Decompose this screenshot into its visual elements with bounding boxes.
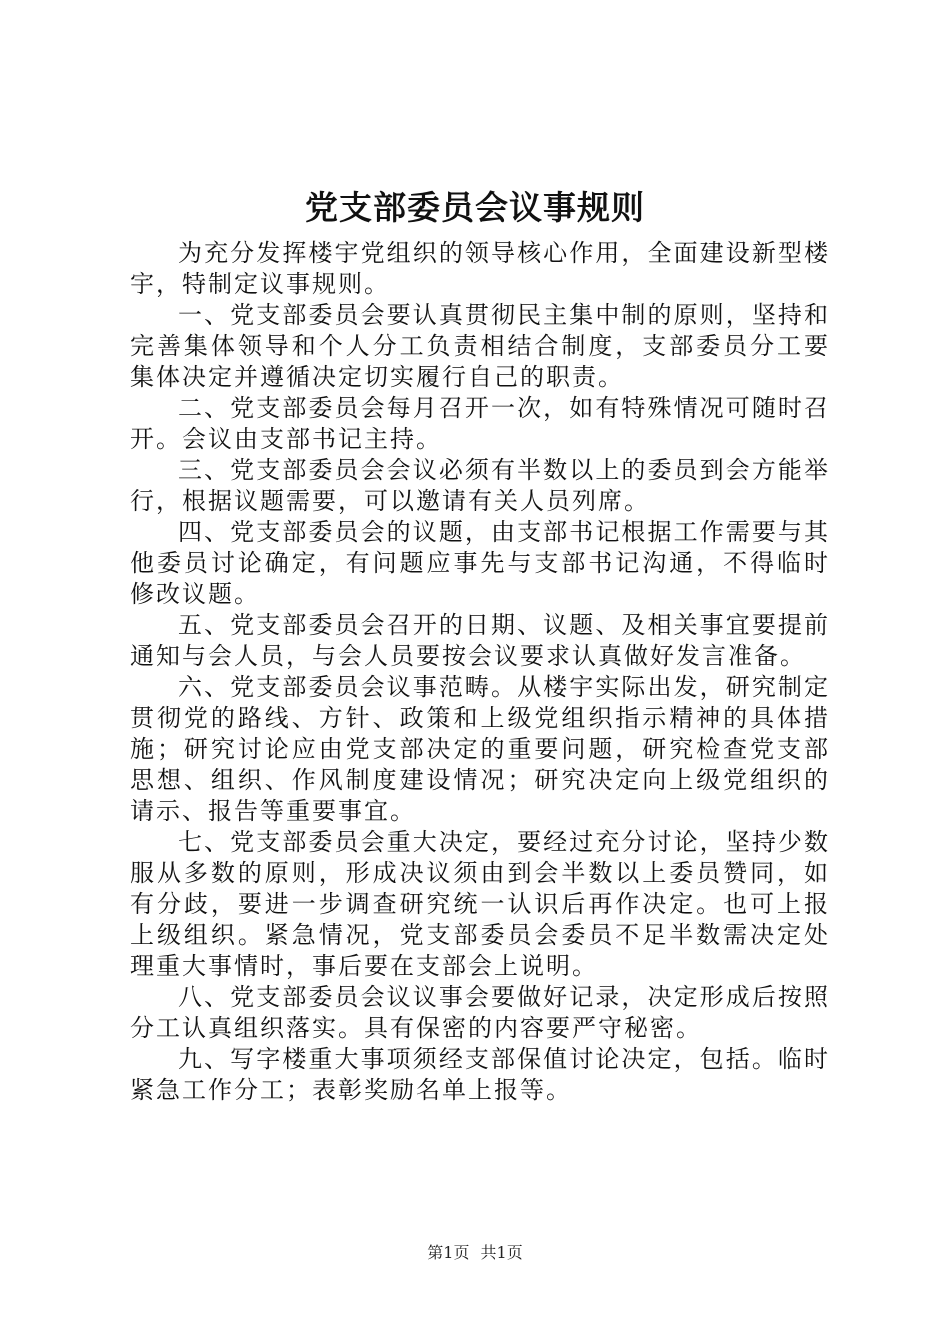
page-number: 第1页: [427, 1243, 470, 1262]
page-total: 共1页: [480, 1243, 523, 1262]
page-footer: [0, 1243, 950, 1263]
paragraph-rule-3: 三、党支部委员会会议必须有半数以上的委员到会方能举行，根据议题需要，可以邀请有关人员列席。: [130, 456, 830, 515]
paragraph-rule-1: 一、党支部委员会要认真贯彻民主集中制的原则，坚持和完善集体领导和个人分工负责相结合制度，支部委员分工要集体决定并遵循决定切实履行自己的职责。: [130, 301, 830, 391]
paragraph-rule-6: 六、党支部委员会议事范畴。从楼宇实际出发，研究制定贯彻党的路线、方针、政策和上级党组织指示精神的具体措施；研究讨论应由党支部决定的重要问题，研究检查党支部思想、组织、作风制度建设情况；研究决定向上级党组织的请示、报告等重要事宜。: [130, 673, 830, 825]
paragraph-intro: 为充分发挥楼宇党组织的领导核心作用，全面建设新型楼宇，特制定议事规则。: [130, 239, 830, 298]
paragraph-rule-9: 九、写字楼重大事项须经支部保值讨论决定，包括。临时紧急工作分工；表彰奖励名单上报等。: [130, 1045, 830, 1104]
paragraph-rule-8: 八、党支部委员会议议事会要做好记录，决定形成后按照分工认真组织落实。具有保密的内容要严守秘密。: [130, 983, 830, 1042]
paragraph-rule-2: 二、党支部委员会每月召开一次，如有特殊情况可随时召开。会议由支部书记主持。: [130, 394, 830, 453]
document-body: [130, 238, 830, 1106]
paragraph-rule-4: 四、党支部委员会的议题，由支部书记根据工作需要与其他委员讨论确定，有问题应事先与支部书记沟通，不得临时修改议题。: [130, 518, 830, 608]
paragraph-rule-7: 七、党支部委员会重大决定，要经过充分讨论，坚持少数服从多数的原则，形成决议须由到会半数以上委员赞同，如有分歧，要进一步调查研究统一认识后再作决定。也可上报上级组织。紧急情况，党支部委员会委员不足半数需决定处理重大事情时，事后要在支部会上说明。: [130, 828, 830, 980]
paragraph-rule-5: 五、党支部委员会召开的日期、议题、及相关事宜要提前通知与会人员，与会人员要按会议要求认真做好发言准备。: [130, 611, 830, 670]
document-title: 党支部委员会议事规则: [305, 188, 645, 227]
